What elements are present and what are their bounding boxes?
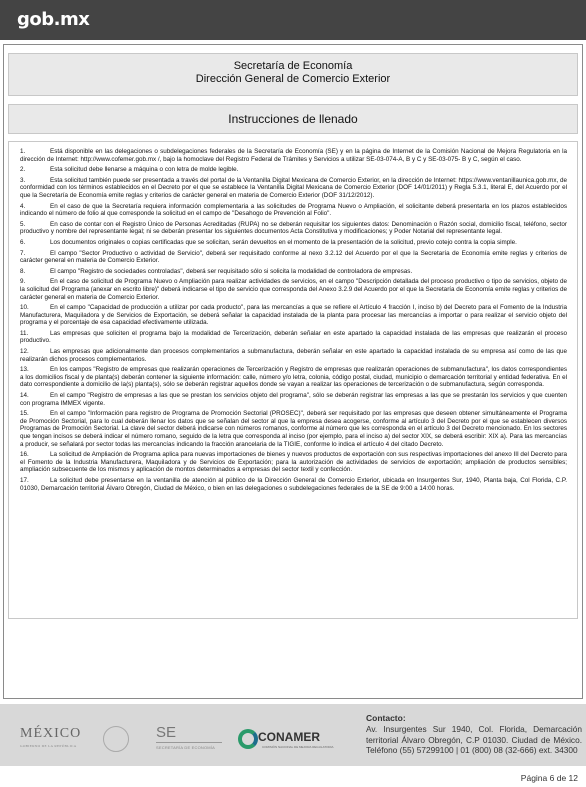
conamer-logo: CONAMER: [258, 730, 320, 744]
instruction-item: [20, 278, 567, 301]
instruction-text: En el campo "Información para registro de Programa de Promoción Sectorial (PROSEC)", deberá ser requisitado por las empresas que deseen obtener simultáneamente el Programa de Promoción Sectorial, para lo cual deberán llenar los datos que se señalan del sector al que la empresa desea acogerse, conforme al artículo 3 del Decreto por el que se establecen diversos Programas de Promoción Sectorial. La clave del sector deberá indicarse con números romanos, conforme al número que les corresponda en el artículo 3 del Decreto mencionado. En los sectores que tengan incisos se deberá indicar el número romano, seguido de la letra que corresponda al inciso (por ejemplo, para el inciso a) del sector XIX, se deberá escribir: XIX a). Para las mercancías a producir, se señalará por sector todas las mercancías indicando la fracción arancelaria de la TIGIE, conforme lo indica el artículo 4 del citado Decreto.: [20, 410, 567, 448]
instruction-item: [20, 177, 567, 200]
contact-label: Contacto:: [366, 713, 406, 723]
instruction-number: 1.: [20, 148, 26, 155]
instruction-number: 3.: [20, 176, 26, 184]
instruction-number: 12.: [20, 348, 29, 356]
instruction-item: [20, 268, 567, 276]
instruction-number: 11.: [20, 329, 29, 337]
instruction-number: 8.: [20, 267, 26, 275]
seal-icon: [103, 726, 129, 752]
instruction-text: Está disponible en las delegaciones o subdelegaciones federales de la Secretaría de Economía (SE) y en la página de Internet de la Comisión Nacional de Mejora Regulatoria en la dirección de Internet: http://www.cofemer.gob.mx /, bajo la homoclave del Registro Federal de Trámites y Servicios a utilizar SE-03-074-A, B y C y SE-03-075- B y C, según el caso.: [20, 148, 567, 163]
instruction-item: [20, 250, 567, 265]
instruction-item: [20, 477, 567, 492]
instruction-number: 2.: [20, 166, 26, 174]
instruction-number: 5.: [20, 220, 26, 228]
se-logo-divider: [156, 742, 222, 743]
instruction-text: En el caso de solicitud de Programa Nuevo o Ampliación para realizar actividades de servicios, en el campo "Descripción detallada del proceso productivo o tipo de servicios, objeto de la solicitud del Programa (anexar en escrito libre)" deberá indicarse el tipo de servicio que corresponda del Anexo 3.2.9 del Acuerdo por el que la Secretaría de Economía emite reglas y criterios de carácter general en materia de Comercio Exterior.: [20, 278, 567, 301]
conamer-ring-icon: [238, 729, 258, 749]
instruction-text: Esta solicitud debe llenarse a máquina o con letra de molde legible.: [50, 166, 239, 174]
instruction-text: El campo "Registro de sociedades controladas", deberá ser requisitado sólo si solicita la modalidad de controladora de empresas.: [50, 267, 413, 275]
gobmx-logo: gob.mx: [17, 9, 90, 30]
title-box: [8, 53, 578, 96]
instruction-number: 10.: [20, 304, 29, 312]
top-banner: [0, 0, 586, 40]
instruction-item: [20, 410, 567, 448]
ministry-name: Secretaría de Economía: [233, 60, 353, 72]
instruction-text: Las empresas que soliciten el programa bajo la modalidad de Tercerización, deberán señalar en este apartado la capacidad instalada de las empresas que realizarán el proceso productivo.: [20, 329, 567, 345]
instruction-item: [20, 221, 567, 236]
instruction-number: 16.: [20, 451, 29, 459]
directorate-name: Dirección General de Comercio Exterior: [195, 73, 391, 85]
contact-text: Av. Insurgentes Sur 1940, Col. Florida, Demarcación territorial Álvaro Obregón, C.P 01030. Ciudad de México. Teléfono (55) 57299100 | 01 (800) 08 (32-666) ext. 34300: [366, 724, 582, 756]
instruction-text: En el caso de que la Secretaría requiera información complementaria a las solicitudes de Programa Nuevo o Ampliación, el solicitante deberá presentarla en los plazos establecidos indicando el número de folio al que corresponde la solicitud en el campo de "Desahogo de Prevención al Folio".: [20, 202, 567, 218]
instruction-text: La solicitud de Ampliación de Programa aplica para nuevas importaciones de bienes y nuevos productos de exportación con sus respectivas importaciones del anexo III del Decreto para el Fomento de la Industria Manufacturera, Maquiladora y de Servicios de Exportación; para la autorización de actividades de servicios de exportación; ampliación de productos sensibles; ampliación subsecuente de los mismos y aplicación de montos determinados a empresas del sector textil y confección.: [20, 451, 567, 474]
instruction-item: [20, 239, 567, 247]
instruction-number: 4.: [20, 202, 26, 210]
page-number: Página 6 de 12: [520, 773, 578, 783]
instructions-list: [9, 142, 577, 492]
instruction-item: [20, 366, 567, 389]
instruction-text: En el campo "Capacidad de producción a utilizar por cada producto", para las mercancías a que se refiere el Artículo 4 fracción I, inciso b) del Decreto para el Fomento de la Industria Manufacturera, Maquiladora y de Servicios de Exportación, se deberá señalar la capacidad instalada de la planta para procesar las mercancías a importar o para realizar el servicio objeto del programa y el porcentaje de esa capacidad efectivamente utilizada.: [20, 304, 567, 327]
se-logo-subtitle: SECRETARÍA DE ECONOMÍA: [156, 745, 216, 750]
instruction-item: [20, 203, 567, 218]
instruction-number: 9.: [20, 278, 26, 286]
instruction-text: Esta solicitud también puede ser presentada a través del portal de la Ventanilla Digital Mexicana de Comercio Exterior, en la dirección de Internet: https://www.ventanillaunica.gob.mx, de conformidad con los términos establecidos en el Decreto por el que se establece la Ventanilla Digital Mexicana de Comercio Exterior (DOF 14/01/2011) y Regla 5.3.1, literal E, del Acuerdo por el que la Secretaría de Economía emite reglas y criterios de carácter general en materia de Comercio Exterior (DOF 31/12/2012).: [20, 176, 567, 199]
instruction-item: [20, 451, 567, 474]
instruction-number: 14.: [20, 392, 29, 400]
instruction-text: Los documentos originales o copias certificadas que se solicitan, serán devueltos en el momento de la presentación de la solicitud, previo cotejo contra la copia simple.: [50, 238, 517, 246]
section-title: Instrucciones de llenado: [8, 104, 578, 134]
se-logo: SE: [156, 724, 177, 741]
conamer-logo-subtitle: COMISIÓN NACIONAL DE MEJORA REGULATORIA: [262, 745, 334, 749]
instruction-text: El campo "Sector Productivo o actividad de Servicio", deberá ser requisitado conforme al nexo 3.2.12 del Acuerdo por el que la Secretaría de Economía emite reglas y criterios de carácter general en materia de Comercio Exterior.: [20, 249, 567, 265]
instruction-item: [20, 392, 567, 407]
instruction-number: 6.: [20, 238, 26, 246]
instruction-text: En los campos "Registro de empresas que realizarán operaciones de Tercerización y Registro de empresas que realizarán operaciones de submanufactura", los datos correspondientes a los domicilios fiscal y de planta(s) deberán contener la siguiente información: calle, número y/o letra, colonia, código postal, ciudad, municipio o demarcación territorial y entidad federativa. En el dato correspondiente a domicilio de la(s) planta(s), sólo se deberán registrar aquellos donde se vayan a realizar las operaciones de tercerización o de submanufactura, según corresponda.: [20, 366, 567, 389]
mexico-logo-subtitle: GOBIERNO DE LA REPÚBLICA: [20, 744, 77, 748]
instruction-item: [20, 330, 567, 345]
instruction-number: 17.: [20, 476, 29, 484]
instruction-text: En el campo "Registro de empresas a las que se prestan los servicios objeto del programa", sólo se deberán registrar las empresas a las que se prestarán los servicios y que cuenten con programa IMMEX vigente.: [20, 392, 567, 407]
instruction-text: Las empresas que adicionalmente dan procesos complementarios a submanufactura, deberán señalar en este apartado la capacidad instalada de su empresa así como de las que realizarán dichos procesos complementarios.: [20, 348, 567, 363]
instructions-box: [8, 141, 578, 619]
instruction-text: La solicitud debe presentarse en la ventanilla de atención al público de la Dirección General de Comercio Exterior, ubicada en Insurgentes Sur, 1940, Planta baja, Col Florida, C.P. 01030, Demarcación territorial Álvaro Obregón, Ciudad de México, o bien en las delegaciones o subdelegaciones federales de la SE de 9:00 a 14:00 horas.: [20, 476, 567, 492]
instruction-item: [20, 166, 567, 174]
instruction-number: 13.: [20, 366, 29, 374]
instruction-number: 15.: [20, 410, 29, 418]
mexico-logo: MÉXICO: [20, 726, 82, 741]
instruction-item: [20, 148, 567, 163]
instruction-text: En caso de contar con el Registro Único de Personas Acreditadas (RUPA) no se deberán requisitar los siguientes datos: Denominación o Razón social, domicilio fiscal, teléfono, sector productivo y nombre del representante legal; ni se deberán presentar los siguientes documentos Acta Constitutiva y modificaciones; y Poder Notarial del representante legal.: [20, 220, 567, 236]
instruction-item: [20, 348, 567, 363]
instruction-item: [20, 304, 567, 327]
instruction-number: 7.: [20, 249, 26, 257]
